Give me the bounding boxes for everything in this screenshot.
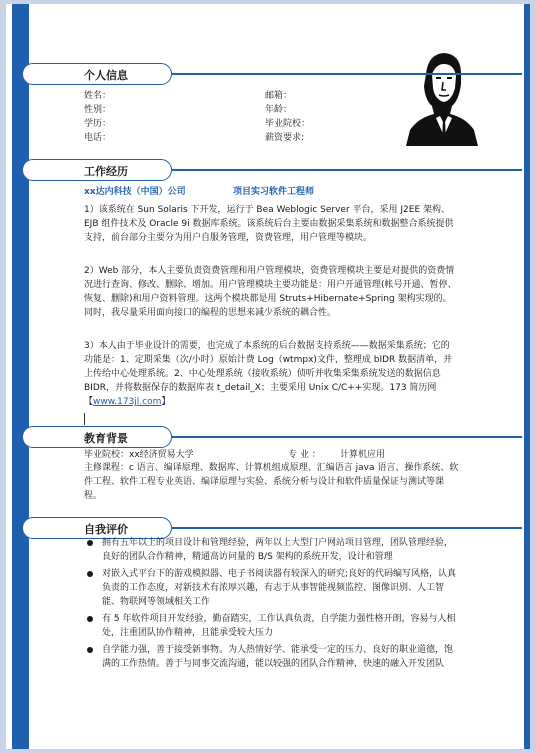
work-company: xx达内科技（中国）公司	[84, 187, 186, 197]
bullet-icon	[87, 571, 93, 577]
field-name: 姓名：	[84, 91, 112, 101]
self-evaluation-list	[84, 536, 460, 671]
work-item-3-end: 】	[161, 397, 171, 407]
field-age: 年龄：	[265, 105, 293, 115]
bullet-icon	[87, 647, 93, 653]
work-item-2: 2）Web 部分，本人主要负责资费管理和用户管理模块，资费管理模块主要是对提供的资费情况进行查询、修改、删除、增加。用户管理模块主要功能是：用户开通管理(帐号开通、暂停、恢复、删除)和用户资料管理。这两个模块都是用 Struts+Hibernate+Spring 架构实现的。同时，我尽量采用面向接口的编程的思想来减少系统的耦合性。	[84, 266, 457, 318]
edu-courses: 主修课程：c 语言、编译原理、数据库、计算机组成原理、汇编语言 java 语言、操作系统、软件工程、软件工程专业英语、编译原理与实验、系统分析与设计和软件质量保证与测试等课程。	[84, 463, 459, 501]
right-accent-bar	[524, 4, 530, 749]
portrait-photo	[406, 44, 478, 146]
section-title-work: 工作经历	[84, 165, 128, 178]
website-link[interactable]: www.173jl.com	[93, 397, 162, 407]
list-item: 自学能力强，善于接受新事物。为人热情好学、能承受一定的压力、良好的职业道德，饱满的工作热情。善于与同事交流沟通，能以较强的团队合作精神，快速的融入开发团队	[84, 643, 460, 671]
edu-school: 毕业院校：xx经济贸易大学	[84, 450, 194, 460]
list-item: 有 5 年软件项目开发经验，勤奋踏实，工作认真负责，自学能力强性格开朗，容易与人相处，注重团队协作精神，且能承受较大压力	[84, 612, 460, 640]
work-item-3-text: 3）本人由于毕业设计的需要，也完成了本系统的后台数据支持系统——数据采集系统；它的功能是：1、定期采集（次/小时）原始计费 Log（wtmpx)文件，整理成 bIDR 数据清单，并上传给中心处理系统。2、中心处理系统（接收系统）侦听并收集采集系统发送的数据信息 BIDR，并将数据保存的数据库表 t_detail_X；主要采用 Unix C/C++实现。173 简历网【	[84, 341, 453, 407]
list-item: 拥有五年以上的项目设计和管理经验，两年以上大型门户网站项目管理，团队管理经验，良好的团队合作精神，精通高访问量的 B/S 架构的系统开发，设计和管理	[84, 536, 460, 564]
field-phone: 电话：	[84, 133, 112, 143]
bullet-icon	[87, 540, 93, 546]
field-school: 毕业院校：	[265, 119, 311, 129]
work-item-1: 1）该系统在 Sun Solaris 下开发，运行于 Bea Weblogic Server 平台，采用 J2EE 架构、EJB 组件技术及 Oracle 9i 数据库系统。该系统后台主要由数据采集系统和数据整合系统提供支持，前台部分主要分为用户自服务管理，资费管理，用户管理等模块。	[84, 205, 454, 243]
text-cursor	[84, 413, 85, 425]
bullet-icon	[87, 616, 93, 622]
field-salary: 薪资要求:	[265, 133, 305, 143]
section-title-education: 教育背景	[84, 432, 128, 445]
field-gender: 性别：	[84, 105, 112, 115]
work-item-3	[84, 339, 458, 409]
edu-major: 计算机应用	[340, 450, 386, 460]
work-position: 项目实习软件工程师	[233, 187, 315, 197]
field-email: 邮箱：	[265, 91, 293, 101]
list-item: 对嵌入式平台下的游戏模拟器、电子书阅读器有较深入的研究;良好的代码编写风格，认真负责的工作态度，对新技术有浓厚兴趣，有志于从事智能视频监控、图像识别、人工智能、物联网等领域相关工作	[84, 567, 460, 609]
section-title-personal: 个人信息	[84, 69, 128, 82]
section-title-self: 自我评价	[84, 523, 128, 536]
left-accent-bar	[12, 4, 29, 749]
edu-major-label: 专 业 ：	[288, 450, 321, 460]
field-education: 学历：	[84, 119, 112, 129]
